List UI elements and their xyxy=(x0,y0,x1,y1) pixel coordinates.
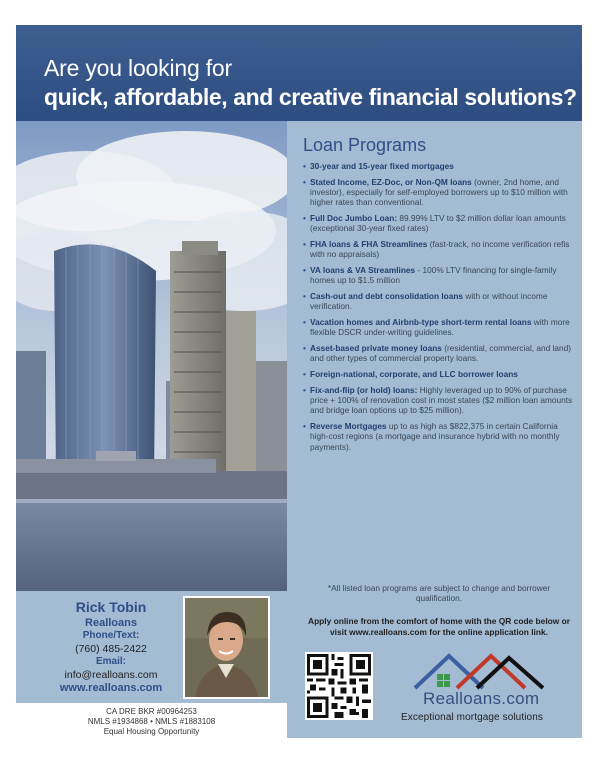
headline-line1: Are you looking for xyxy=(44,55,232,81)
list-item: • Foreign-national, corporate, and LLC borrower loans xyxy=(303,369,575,379)
list-item: • Asset-based private money loans (residential, commercial, and land) and other types of commercial property loans. xyxy=(303,343,575,364)
list-item: • Full Doc Jumbo Loan: 89.99% LTV to $2 million dollar loan amounts (exceptional 30-year fixed rates) xyxy=(303,213,575,234)
flyer xyxy=(16,25,582,738)
headline-line2: quick, affordable, and creative financial solutions? xyxy=(44,84,577,110)
company-name: Realloans xyxy=(85,617,137,629)
equal-housing: Equal Housing Opportunity xyxy=(103,727,200,737)
phone-number[interactable]: (760) 485-2422 xyxy=(75,643,147,655)
license-dre: CA DRE BKR #00964253 xyxy=(106,707,197,716)
license-nmls: NMLS #1934868 • NMLS #1883108 xyxy=(87,717,216,727)
apply-online-note: Apply online from the comfort of home with the QR code below or visit www.realloans.com for the online application link. xyxy=(308,616,570,637)
qr-code[interactable] xyxy=(305,652,373,720)
email-address[interactable]: info@realloans.com xyxy=(64,669,158,681)
license-info xyxy=(16,707,287,738)
houses-logo-icon xyxy=(397,648,567,692)
qr-code-icon xyxy=(307,654,371,718)
email-label: Email: xyxy=(95,656,126,667)
list-item: • FHA loans & FHA Streamlines (fast-track, no income verification refis with no appraisals) xyxy=(303,239,575,260)
header-banner xyxy=(16,25,582,121)
phone-label: Phone/Text: xyxy=(82,630,140,641)
loan-programs-panel xyxy=(287,121,582,738)
list-item: • Vacation homes and Airbnb-type short-term rental loans with more flexible DSCR under-writing guidelines. xyxy=(303,317,575,338)
logo-tagline: Exceptional mortgage solutions xyxy=(401,712,543,723)
list-item: • 30-year and 15-year fixed mortgages xyxy=(303,161,575,171)
realloans-logo xyxy=(397,648,567,728)
city-skyline-photo xyxy=(16,121,287,591)
list-item: • Reverse Mortgages up to as high as $822,375 in certain California high-cost regions (a mortgage and insurance hybrid with no monthly payments). xyxy=(303,421,575,452)
list-item: • Cash-out and debt consolidation loans with or without income verification. xyxy=(303,291,575,312)
agent-name: Rick Tobin xyxy=(75,599,147,615)
contact-block xyxy=(16,591,287,703)
portrait-image xyxy=(185,598,268,697)
website-link[interactable]: www.realloans.com xyxy=(59,682,163,694)
agent-portrait xyxy=(183,596,270,699)
loan-programs-list xyxy=(303,161,575,457)
contact-section xyxy=(16,591,287,738)
list-item: • Stated Income, EZ-Doc, or Non-QM loans (owner, 2nd home, and investor), especially for self-employed borrowers up to $10 million with higher rates than conventional. xyxy=(303,177,575,208)
loan-programs-title: Loan Programs xyxy=(303,135,427,155)
logo-wordmark: Realloans.com xyxy=(423,689,540,708)
disclaimer: *All listed loan programs are subject to change and borrower qualification. xyxy=(327,583,551,604)
skyline-illustration xyxy=(16,121,287,591)
list-item: • Fix-and-flip (or hold) loans: Highly leveraged up to 90% of purchase price + 100% of renovation cost in most states ($2 million loan amounts and bridge loan options up to $25 million). xyxy=(303,385,575,416)
list-item: • VA loans & VA Streamlines - 100% LTV financing for single-family homes up to $1.5 million xyxy=(303,265,575,286)
